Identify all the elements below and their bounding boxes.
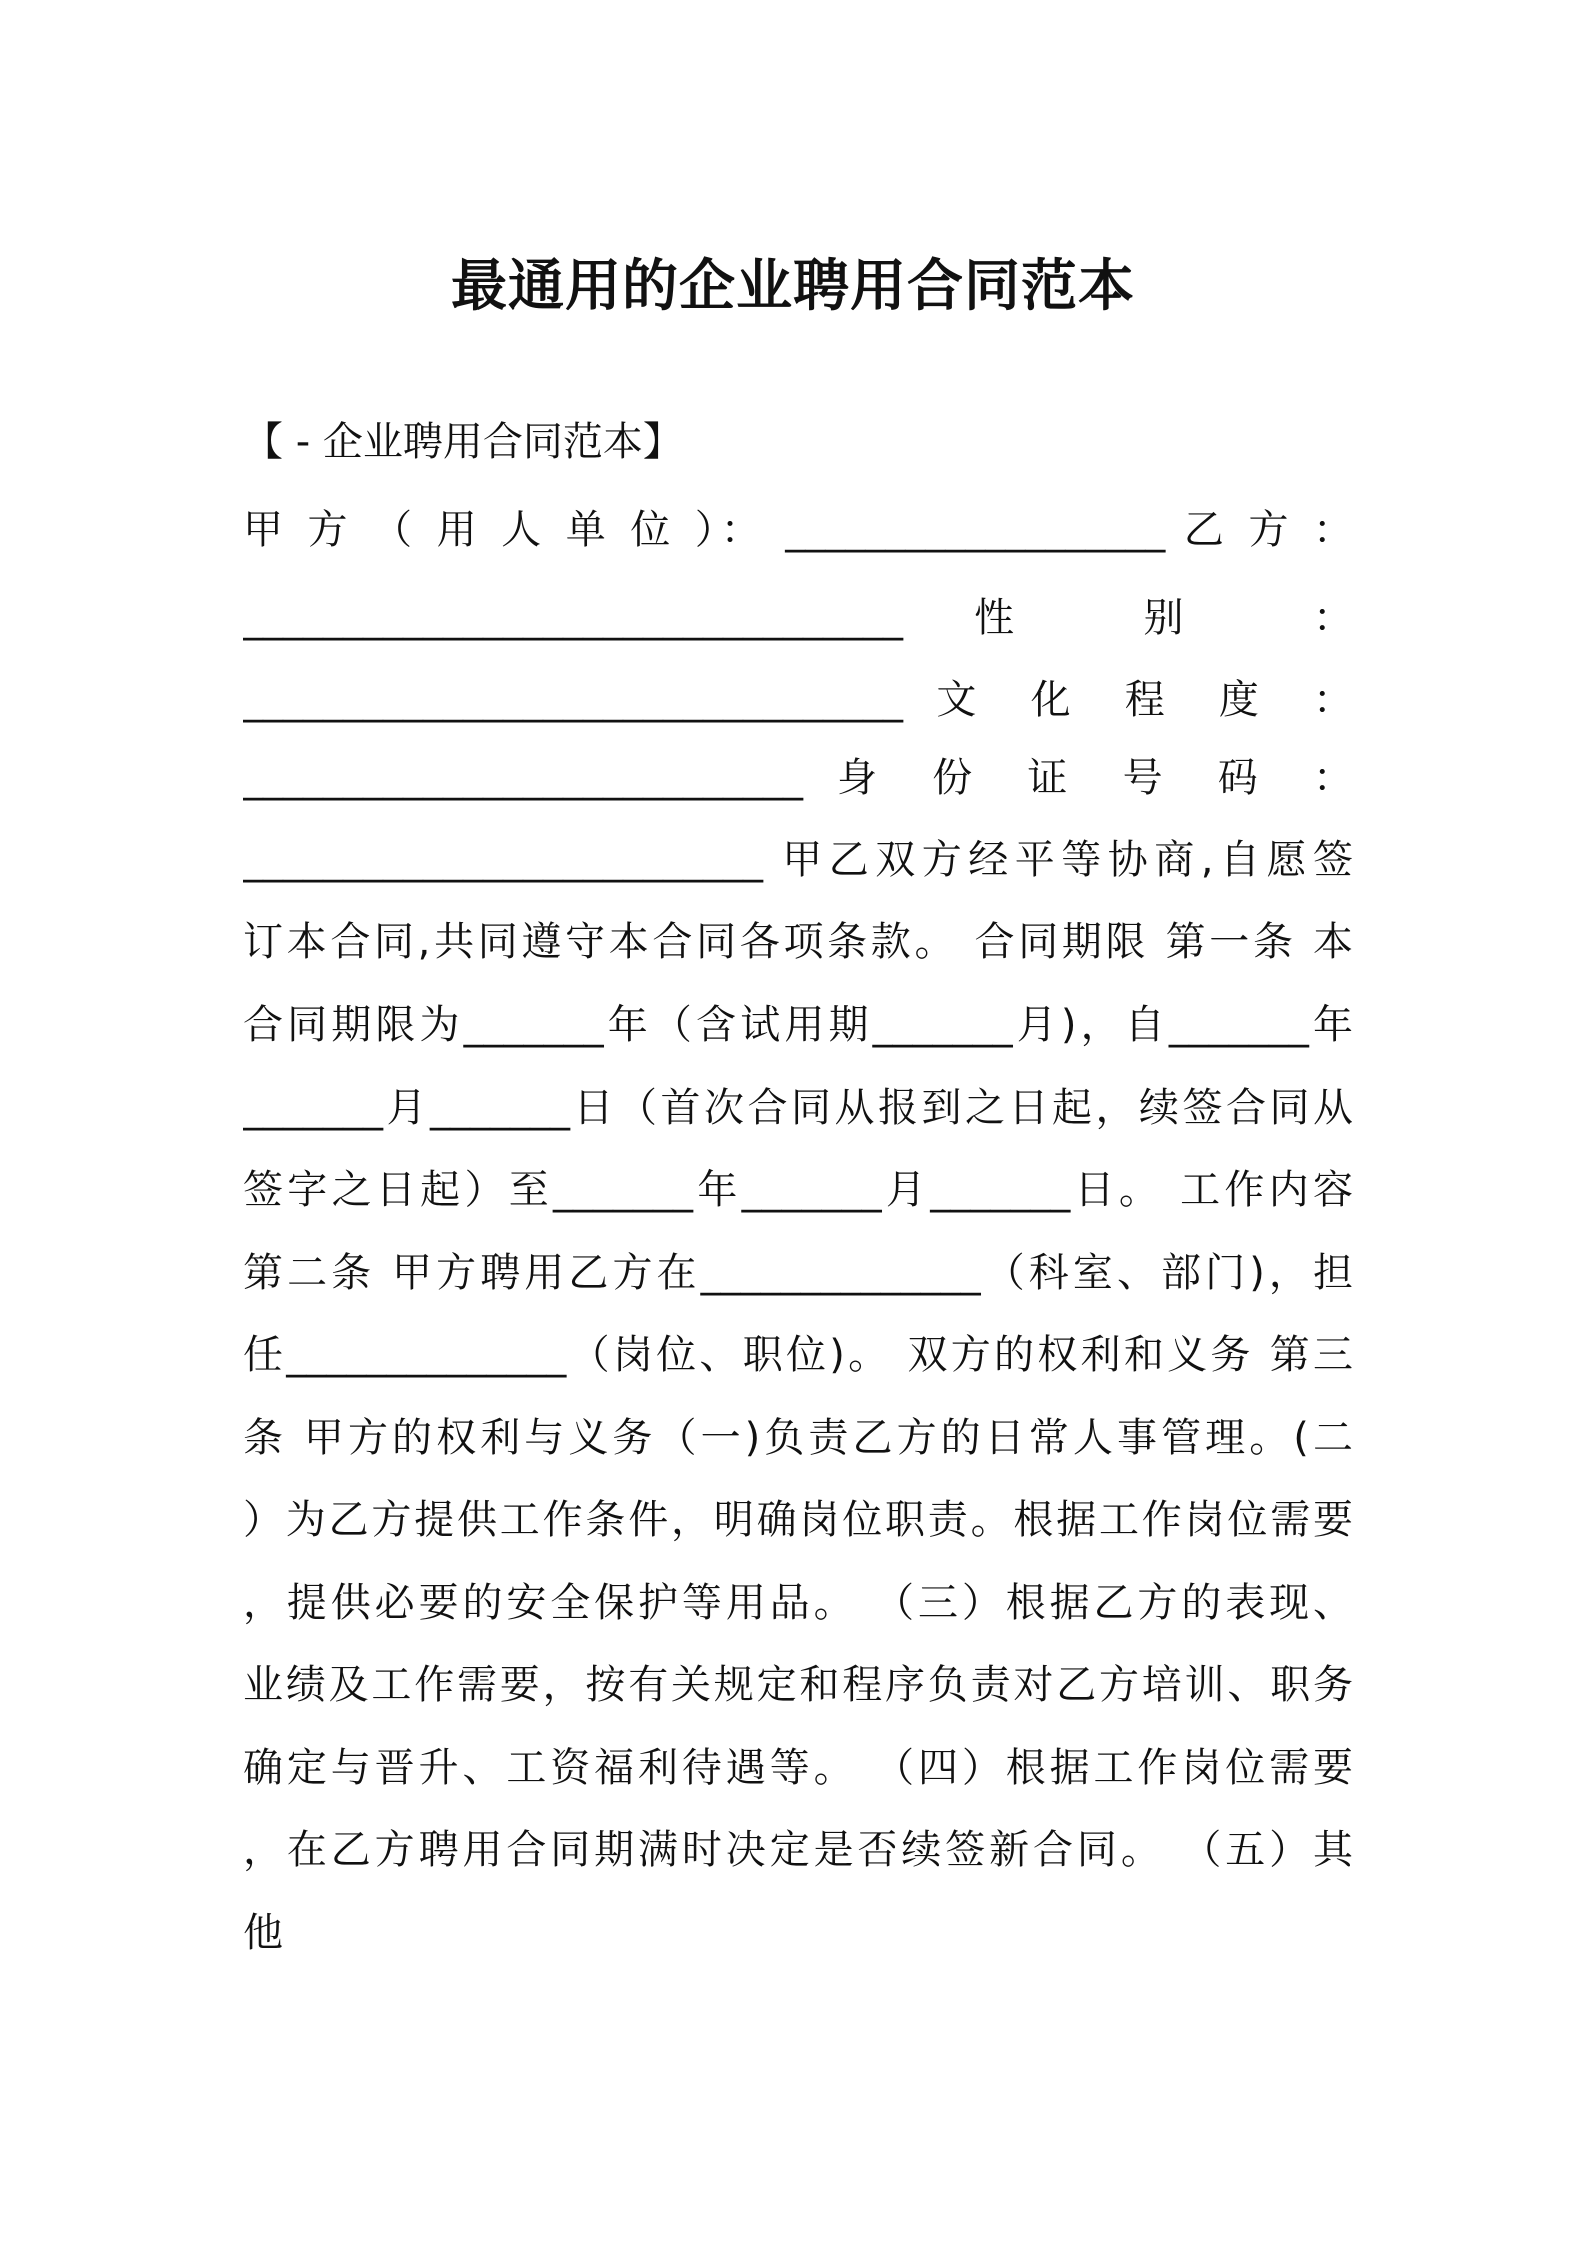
text-line: _________________________________ 性 别 ： bbox=[243, 595, 1353, 641]
text-line: 任______________（岗位、职位)。 双方的权利和义务 第三 bbox=[243, 1332, 1353, 1378]
text-line: __________________________ 甲乙双方经平等协商,自愿签 bbox=[243, 837, 1353, 883]
text-line: 他 bbox=[243, 1910, 283, 1956]
text-line: 甲 方 （ 用 人 单 位 ）： ___________________ 乙 方 ： bbox=[243, 507, 1353, 553]
text-line: 订本合同,共同遵守本合同各项条款。 合同期限 第一条 本 bbox=[243, 919, 1353, 965]
text-line: _______月_______日（首次合同从报到之日起，续签合同从 bbox=[243, 1085, 1353, 1131]
text-line: 条 甲方的权利与义务（一)负责乙方的日常人事管理。(二 bbox=[243, 1415, 1353, 1461]
text-line: _________________________________ 文 化 程 度 ： bbox=[243, 677, 1353, 723]
text-line: 第二条 甲方聘用乙方在______________（科室、部门)，担 bbox=[243, 1250, 1353, 1296]
document-title: 最通用的企业聘用合同范本 bbox=[451, 254, 1135, 319]
text-line: ）为乙方提供工作条件，明确岗位职责。根据工作岗位需要 bbox=[243, 1497, 1353, 1543]
text-line: ，提供必要的安全保护等用品。 （三）根据乙方的表现、 bbox=[243, 1580, 1353, 1626]
text-line: 确定与晋升、工资福利待遇等。 （四）根据工作岗位需要 bbox=[243, 1745, 1353, 1791]
text-line: ____________________________ 身 份 证 号 码 ： bbox=[243, 755, 1353, 801]
text-line: 签字之日起）至_______年_______月_______日。 工作内容 bbox=[243, 1167, 1353, 1213]
text-line: ，在乙方聘用合同期满时决定是否续签新合同。 （五）其 bbox=[243, 1827, 1353, 1873]
text-line: 业绩及工作需要，按有关规定和程序负责对乙方培训、职务 bbox=[243, 1662, 1353, 1708]
document-subtitle: 【 - 企业聘用合同范本】 bbox=[243, 419, 683, 465]
text-line: 合同期限为_______年（含试用期_______月)，自_______年 bbox=[243, 1002, 1353, 1048]
